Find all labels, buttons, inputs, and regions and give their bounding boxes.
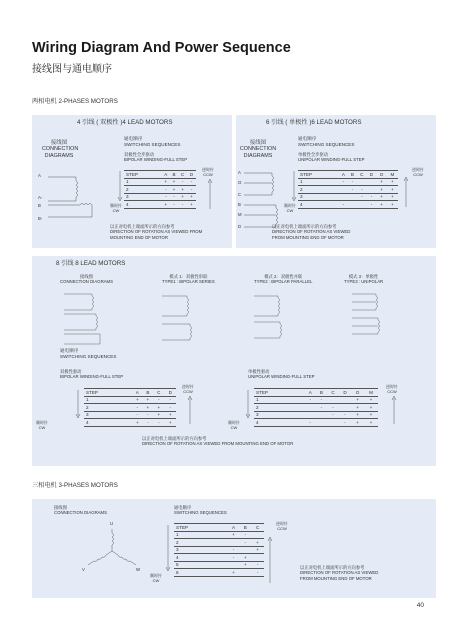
table-cell: - (327, 411, 339, 419)
table-cell: - (239, 539, 251, 547)
page-number: 40 (416, 602, 424, 609)
type3-label: 模式 3：单极性 TYPE3 : UNIPOLAR (344, 274, 384, 285)
column-header: STEP (84, 389, 132, 397)
column-header: O (376, 171, 386, 179)
table-cell: - (170, 193, 178, 201)
table-row (298, 178, 398, 186)
table-row (298, 186, 398, 194)
table-cell: - (305, 419, 316, 427)
table-cell: 1 (84, 396, 132, 404)
four-lead-ccw-label: 逆时针 CCW (202, 167, 214, 178)
lead-label-b: B (38, 203, 41, 208)
table-row (298, 201, 398, 209)
table-cell (357, 178, 367, 186)
three-phase-connection-label: 接线图 CONNECTION DIAGRAMS (54, 505, 107, 516)
unipolar-ccw-label: 逆时针 CCW (386, 384, 398, 395)
eight-lead-direction-note: 以正对电机上端面所示的方向参考 DIRECTION OF ROTATION AS VIEWED FROM MOUNTING END OF MOTOR (142, 436, 294, 447)
table-header-row (124, 171, 196, 179)
table-cell: 3 (174, 546, 228, 554)
column-header: C (327, 389, 339, 397)
table-cell: + (239, 554, 251, 562)
three-phase-panel (32, 499, 436, 598)
lead-label-b-bar: B- (38, 216, 43, 221)
table-cell: 3 (84, 411, 132, 419)
table-cell: + (187, 201, 196, 209)
column-header: STEP (124, 171, 162, 179)
three-phase-arrows (32, 525, 292, 595)
table-cell: + (376, 186, 386, 194)
table-cell: 3 (298, 193, 339, 201)
table-cell: - (178, 201, 187, 209)
table-cell (357, 201, 367, 209)
table-cell: + (162, 178, 170, 186)
table-cell: + (165, 419, 176, 427)
table-cell: - (165, 404, 176, 412)
table-cell: + (387, 201, 398, 209)
table-cell: + (376, 201, 386, 209)
column-header: A (339, 171, 348, 179)
eight-lead-heading: 8 引线 8 LEAD MOTORS (56, 260, 126, 267)
four-lead-sequence-table (124, 170, 196, 209)
table-cell: + (178, 193, 187, 201)
table-cell: - (367, 193, 377, 201)
table-cell: - (143, 411, 154, 419)
three-phase-heading: 三相电机 3-PHASES MOTORS (32, 482, 118, 489)
table-cell: + (170, 178, 178, 186)
table-cell: + (251, 539, 264, 547)
table-cell: + (165, 411, 176, 419)
table-cell: + (364, 404, 378, 412)
table-cell: - (339, 201, 348, 209)
table-cell: 1 (174, 531, 228, 539)
six-lead-direction-note: 以正对电机上端面所示的方向参考 DIRECTION OF ROTATION AS VIEWED FROM MOUNTING END OF MOTOR (272, 224, 351, 240)
lead-label-a-bar: A- (38, 195, 43, 200)
table-cell: - (357, 186, 367, 194)
table-cell: - (339, 419, 351, 427)
six-lead-cw-arrow-icon (292, 171, 296, 201)
lead-label-d: D (238, 224, 242, 229)
table-cell: - (132, 411, 143, 419)
table-cell: + (364, 411, 378, 419)
table-cell: - (170, 201, 178, 209)
table-cell: - (327, 404, 339, 412)
six-lead-heading: 6 引线 ( 单极性 )6 LEAD MOTORS (266, 119, 362, 126)
table-cell: - (339, 178, 348, 186)
table-row (124, 201, 196, 209)
six-lead-mode-label: 单极性全步驱动 UNIPOLAR WINDING-FULL STEP (298, 152, 365, 163)
column-header: A (132, 389, 143, 397)
lead-label-v: V (82, 567, 85, 572)
column-header: B (143, 389, 154, 397)
table-cell: + (162, 201, 170, 209)
table-cell: - (316, 396, 327, 404)
table-cell: + (132, 396, 143, 404)
four-lead-cw-arrow-icon (118, 171, 122, 201)
table-cell (367, 186, 377, 194)
page-subtitle: 接线图与通电顺序 (32, 64, 112, 75)
column-header: D (165, 389, 176, 397)
table-cell: 2 (254, 404, 305, 412)
table-cell: 1 (124, 178, 162, 186)
bipolar-cw-label: 顺时针 CW (36, 420, 48, 431)
table-cell: 1 (254, 396, 305, 404)
table-cell: - (153, 396, 164, 404)
column-header: A (305, 389, 316, 397)
table-row (298, 193, 398, 201)
table-cell: 6 (174, 569, 228, 577)
table-cell: - (239, 531, 251, 539)
table-cell: 4 (254, 419, 305, 427)
table-cell: 2 (84, 404, 132, 412)
table-row (124, 178, 196, 186)
lead-label-o: O (238, 180, 242, 185)
table-cell: - (143, 419, 154, 427)
column-header: C (178, 171, 187, 179)
lead-label-b: B (238, 202, 241, 207)
table-cell: - (251, 569, 264, 577)
unipolar-mode-label: 单极性驱动 UNIPOLAR WINDING-FULL STEP (248, 369, 315, 380)
table-cell: 4 (174, 554, 228, 562)
lead-label-a: A (38, 173, 41, 178)
column-header: O (351, 389, 364, 397)
table-cell (339, 193, 348, 201)
column-header: C (153, 389, 164, 397)
type2-label: 模式 2：双极性并联 TYPE2 : BIPOLAR PARALLEL (254, 274, 313, 285)
column-header: D (187, 171, 196, 179)
table-cell: - (162, 186, 170, 194)
table-cell: + (228, 531, 240, 539)
two-phase-heading: 两相电机 2-PHASES MOTORS (32, 98, 118, 105)
table-cell: + (376, 178, 386, 186)
six-lead-cw-label: 顺时针 CW (284, 203, 296, 214)
table-cell: + (143, 396, 154, 404)
table-cell: - (153, 419, 164, 427)
unipolar-cw-label: 顺时针 CW (228, 420, 240, 431)
table-cell: - (348, 178, 357, 186)
eight-lead-wiring-diagrams (42, 290, 422, 350)
three-phase-ccw-label: 逆时针 CCW (276, 521, 288, 532)
table-cell: + (228, 569, 240, 577)
six-lead-sequence-label: 通电顺序 SWITCHING SEQUENCES (298, 136, 355, 147)
table-cell: - (187, 186, 196, 194)
table-cell: + (387, 186, 398, 194)
eight-lead-arrows (32, 390, 432, 430)
table-cell: + (351, 396, 364, 404)
table-cell: + (153, 404, 164, 412)
table-cell: 2 (174, 539, 228, 547)
table-cell: + (251, 546, 264, 554)
eight-lead-connection-label: 接线图 CONNECTION DIAGRAMS (60, 274, 113, 285)
lead-label-u: U (110, 521, 114, 526)
six-lead-ccw-label: 逆时针 CCW (412, 167, 424, 178)
column-header: B (170, 171, 178, 179)
table-cell: - (339, 411, 351, 419)
table-cell: + (387, 193, 398, 201)
table-cell: - (187, 178, 196, 186)
three-phase-direction-note: 以正对电机上端面所示的方向参考 DIRECTION OF ROTATION AS VIEWED FROM MOUNTING END OF MOTOR (300, 565, 379, 581)
column-header: M (364, 389, 378, 397)
table-cell: 4 (124, 201, 162, 209)
table-header-row (298, 171, 398, 179)
four-lead-mode-label: 双极性全步驱动 BIPOLAR WINDING-FULL STEP (124, 152, 188, 163)
lead-label-c: C (238, 192, 242, 197)
column-header: STEP (298, 171, 339, 179)
column-header: STEP (254, 389, 305, 397)
table-cell: 4 (84, 419, 132, 427)
six-lead-ccw-arrow-icon (404, 177, 408, 207)
table-cell: - (316, 404, 327, 412)
four-lead-heading: 4 引线 ( 双极性 )4 LEAD MOTORS (77, 119, 173, 126)
six-lead-connection-label: 接线图 CONNECTION DIAGRAMS (239, 140, 277, 159)
table-row (124, 186, 196, 194)
four-lead-cw-label: 顺时针 CW (110, 203, 122, 214)
table-cell (348, 201, 357, 209)
bipolar-mode-label: 双极性驱动 BIPOLAR WINDING-FULL STEP (60, 369, 124, 380)
table-cell: - (178, 178, 187, 186)
table-cell: + (178, 186, 187, 194)
four-lead-panel (32, 115, 232, 248)
column-header: STEP (174, 524, 228, 532)
table-cell: + (239, 561, 251, 569)
lead-label-a: A (238, 170, 241, 175)
table-cell: + (351, 404, 364, 412)
table-cell: - (228, 546, 240, 554)
six-lead-sequence-table (298, 170, 398, 209)
three-phase-sequence-label: 通电顺序 SWITCHING SEQUENCES (174, 505, 227, 516)
table-cell: + (376, 193, 386, 201)
column-header: B (239, 524, 251, 532)
table-cell: + (364, 396, 378, 404)
page-title: Wiring Diagram And Power Sequence (32, 40, 291, 56)
bipolar-ccw-label: 逆时针 CCW (182, 384, 194, 395)
table-cell: - (367, 201, 377, 209)
table-cell (367, 178, 377, 186)
column-header: C (357, 171, 367, 179)
four-lead-wiring-diagram (34, 167, 94, 237)
column-header: C (251, 524, 264, 532)
column-header: D (367, 171, 377, 179)
table-row (124, 193, 196, 201)
table-cell: - (305, 396, 316, 404)
table-cell (339, 186, 348, 194)
table-cell: + (153, 411, 164, 419)
table-cell: - (228, 554, 240, 562)
table-cell: + (143, 404, 154, 412)
table-cell: 1 (298, 178, 339, 186)
table-cell: - (165, 396, 176, 404)
four-lead-ccw-arrow-icon (208, 179, 212, 209)
table-cell: 3 (124, 193, 162, 201)
six-lead-panel (236, 115, 436, 248)
table-cell: 5 (174, 561, 228, 569)
eight-lead-sequence-label: 通电顺序 SWITCHING SEQUENCES (60, 348, 117, 359)
column-header: B (348, 171, 357, 179)
table-cell: - (162, 193, 170, 201)
four-lead-direction-note: 以正对电机上端面所示的方向参考 DIRECTION OF ROTATION AS VIEWED FROM MOUNTING END OF MOTOR (110, 224, 203, 240)
table-cell: + (187, 193, 196, 201)
table-cell: + (351, 411, 364, 419)
three-phase-cw-label: 顺时针 CW (150, 573, 162, 584)
table-cell: 3 (254, 411, 305, 419)
four-lead-sequence-label: 通电顺序 SWITCHING SEQUENCES (124, 136, 181, 147)
table-cell (348, 193, 357, 201)
column-header: A (162, 171, 170, 179)
table-cell: + (170, 186, 178, 194)
type1-label: 模式 1：双极性串联 TYPE1 : BIPOLAR SERIES (162, 274, 215, 285)
four-lead-connection-label: 接线图 CONNECTION DIAGRAMS (42, 140, 79, 159)
table-cell: - (132, 404, 143, 412)
table-cell: 4 (298, 201, 339, 209)
table-cell: - (348, 186, 357, 194)
lead-label-w: W (136, 567, 141, 572)
table-cell: + (387, 178, 398, 186)
table-cell: - (357, 193, 367, 201)
table-cell: + (351, 419, 364, 427)
column-header: M (387, 171, 398, 179)
table-cell: 2 (124, 186, 162, 194)
lead-label-m: M (238, 212, 242, 217)
table-cell: + (132, 419, 143, 427)
table-cell: - (251, 561, 264, 569)
column-header: B (316, 389, 327, 397)
eight-lead-panel (32, 256, 436, 466)
table-cell: 2 (298, 186, 339, 194)
column-header: D (339, 389, 351, 397)
column-header: A (228, 524, 240, 532)
table-cell: + (364, 419, 378, 427)
